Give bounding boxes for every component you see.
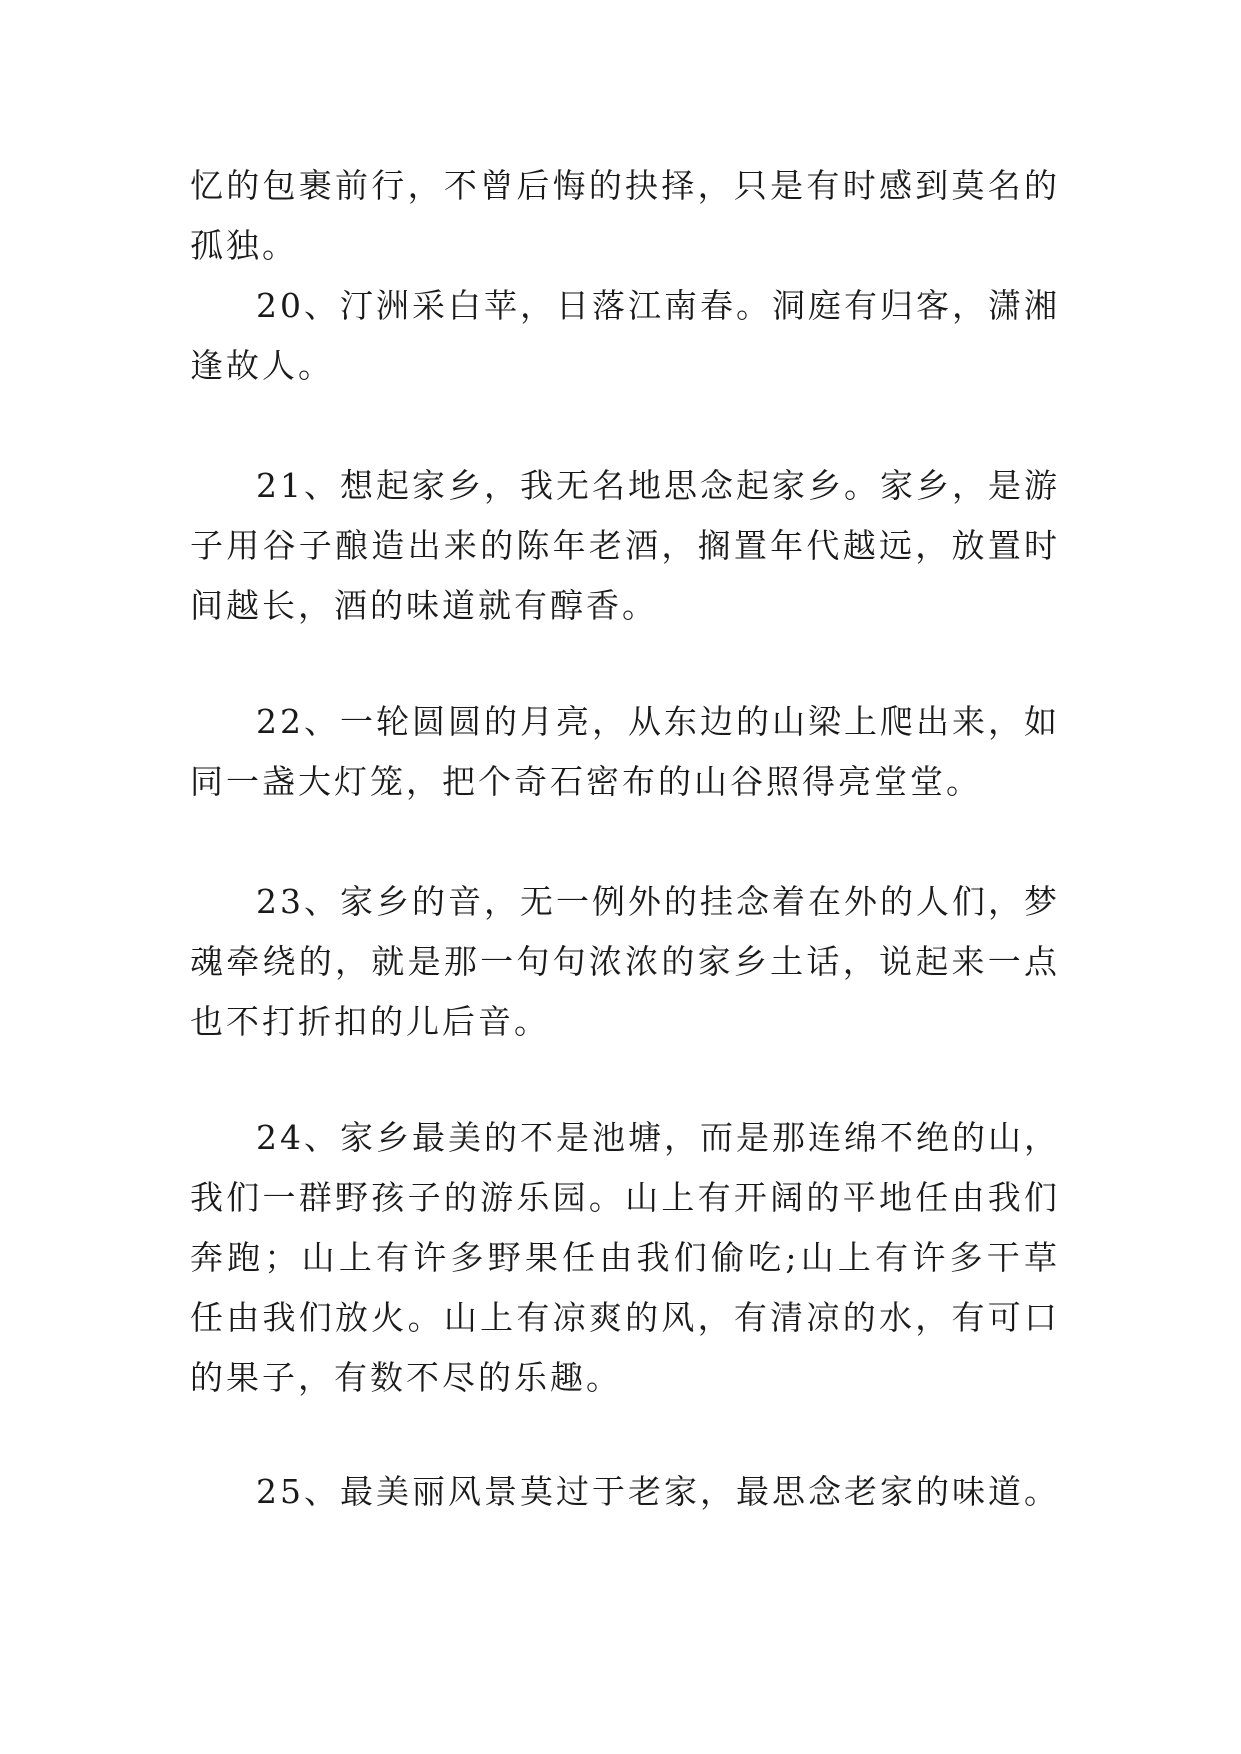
paragraph-20: 20、汀洲采白苹，日落江南春。洞庭有归客，潇湘逢故人。 bbox=[190, 286, 1060, 385]
paragraph-22: 22、一轮圆圆的月亮，从东边的山梁上爬出来，如同一盏大灯笼，把个奇石密布的山谷照得亮堂堂。 bbox=[190, 702, 1060, 801]
paragraph-21: 21、想起家乡，我无名地思念起家乡。家乡，是游子用谷子酿造出来的陈年老酒，搁置年代越远，放置时间越长，酒的味道就有醇香。 bbox=[190, 466, 1060, 625]
paragraph-25: 25、最美丽风景莫过于老家，最思念老家的味道。 bbox=[256, 1472, 1060, 1511]
paragraph-continued: 忆的包裹前行，不曾后悔的抉择，只是有时感到莫名的孤独。 bbox=[190, 166, 1060, 265]
paragraph-23: 23、家乡的音，无一例外的挂念着在外的人们，梦魂牵绕的，就是那一句句浓浓的家乡土话，说起来一点也不打折扣的儿后音。 bbox=[190, 882, 1060, 1041]
paragraph-24: 24、家乡最美的不是池塘，而是那连绵不绝的山，我们一群野孩子的游乐园。山上有开阔的平地任由我们奔跑；山上有许多野果任由我们偷吃;山上有许多干草任由我们放火。山上有凉爽的风，有清凉的水，有可口的果子，有数不尽的乐趣。 bbox=[190, 1118, 1060, 1397]
